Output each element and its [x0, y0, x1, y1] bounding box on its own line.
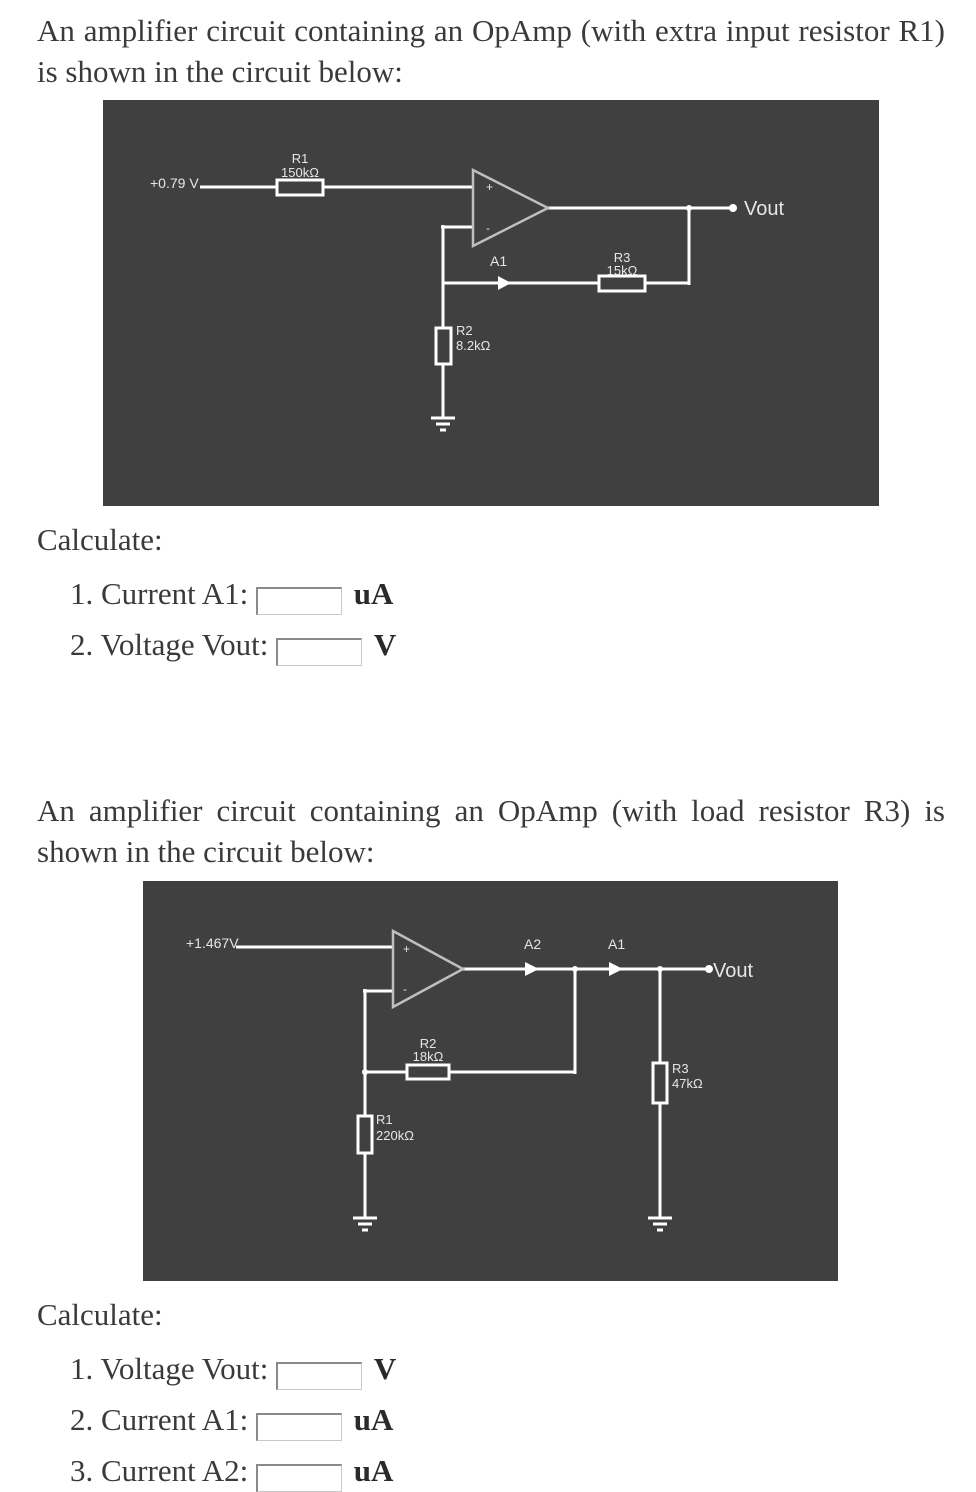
circuit2-current-a2-label: A2: [524, 936, 542, 952]
circuit1-ground-icon: [431, 418, 455, 430]
question-label: Voltage Vout:: [100, 627, 269, 662]
unit-label: uA: [353, 576, 394, 611]
problem2-question-3: [70, 1453, 393, 1492]
circuit1-diagram: [103, 100, 879, 506]
circuit1-output-node: [729, 204, 737, 212]
problem1-question-1: [70, 576, 393, 615]
circuit1-r1-value: 150kΩ: [281, 165, 319, 180]
problem2-question-2: [70, 1402, 393, 1441]
question-number: 1.: [70, 1351, 94, 1386]
circuit2-r1-value: 220kΩ: [376, 1128, 414, 1143]
circuit1-output-label: Vout: [744, 198, 785, 220]
circuit1-r3-name: R3: [613, 250, 631, 265]
circuit1-current-arrow-icon: [498, 276, 511, 290]
circuit1-opamp: [473, 170, 548, 246]
circuit2-plus-sign: +: [403, 942, 411, 956]
unit-label: uA: [353, 1453, 394, 1488]
problem2-question-1: [70, 1351, 396, 1390]
circuit2-r3-value: 47kΩ: [672, 1076, 703, 1091]
circuit1-r2-resistor: [436, 328, 451, 364]
problem1-intro: An amplifier circuit containing an OpAmp (with extra input resistor R1) is shown in the circuit below:: [37, 13, 945, 89]
circuit2-r2-value: 18kΩ: [412, 1049, 444, 1064]
circuit2-r3-name: R3: [672, 1061, 689, 1076]
voltage-vout-input[interactable]: [276, 638, 362, 666]
circuit1-r2-name: R2: [456, 323, 473, 338]
circuit2-diagram: [143, 881, 838, 1281]
circuit2-ground-icon: [353, 1218, 377, 1230]
unit-label: V: [373, 627, 397, 662]
problem1-calculate-label: Calculate:: [37, 522, 163, 557]
circuit1-wires: [200, 187, 733, 418]
circuit2-output-node: [705, 965, 713, 973]
circuit2-r1-name: R1: [376, 1112, 393, 1127]
question-label: Current A1:: [101, 1402, 249, 1437]
problem2-intro: An amplifier circuit containing an OpAmp (with load resistor R3) is shown in the circuit below:: [37, 793, 945, 869]
circuit2-current-a1-arrow-icon: [609, 962, 623, 976]
circuit2-current-a2-arrow-icon: [525, 962, 539, 976]
question-label: Current A1:: [101, 576, 249, 611]
problem1-question-2: [70, 627, 396, 666]
circuit2-wires: [236, 947, 709, 1218]
circuit2-load-ground-icon: [648, 1218, 672, 1230]
circuit1-plus-sign: +: [486, 180, 494, 194]
circuit1-r1-name: R1: [291, 151, 309, 166]
circuit2-r2-name: R2: [419, 1036, 437, 1051]
circuit2-r1-resistor: [358, 1116, 372, 1153]
question-number: 3.: [70, 1453, 94, 1488]
circuit1-input-label: +0.79 V: [150, 175, 199, 191]
circuit2-minus-sign: -: [403, 982, 407, 996]
unit-label: V: [373, 1351, 397, 1386]
voltage-vout-input[interactable]: [276, 1362, 362, 1390]
circuit2-r3-resistor: [653, 1063, 667, 1103]
unit-label: uA: [353, 1402, 394, 1437]
question-label: Current A2:: [101, 1453, 249, 1488]
circuit2-r2-resistor: [407, 1065, 449, 1079]
circuit1-r2-value: 8.2kΩ: [456, 338, 491, 353]
question-number: 2.: [70, 627, 94, 662]
circuit2-output-label: Vout: [713, 960, 754, 982]
question-label: Voltage Vout:: [100, 1351, 269, 1386]
circuit2-current-a1-label: A1: [608, 936, 626, 952]
problem2-calculate-label: Calculate:: [37, 1297, 163, 1332]
current-a1-input[interactable]: [256, 587, 342, 615]
question-number: 2.: [70, 1402, 94, 1437]
circuit1-r3-resistor: [599, 276, 645, 291]
current-a1-input[interactable]: [256, 1413, 342, 1441]
circuit1-minus-sign: -: [486, 221, 490, 235]
question-number: 1.: [70, 576, 94, 611]
circuit1-current-label: A1: [490, 253, 508, 269]
circuit2-input-label: +1.467V: [186, 935, 239, 951]
circuit1-r1-resistor: [277, 180, 323, 195]
circuit1-r3-value: 15kΩ: [606, 263, 638, 278]
